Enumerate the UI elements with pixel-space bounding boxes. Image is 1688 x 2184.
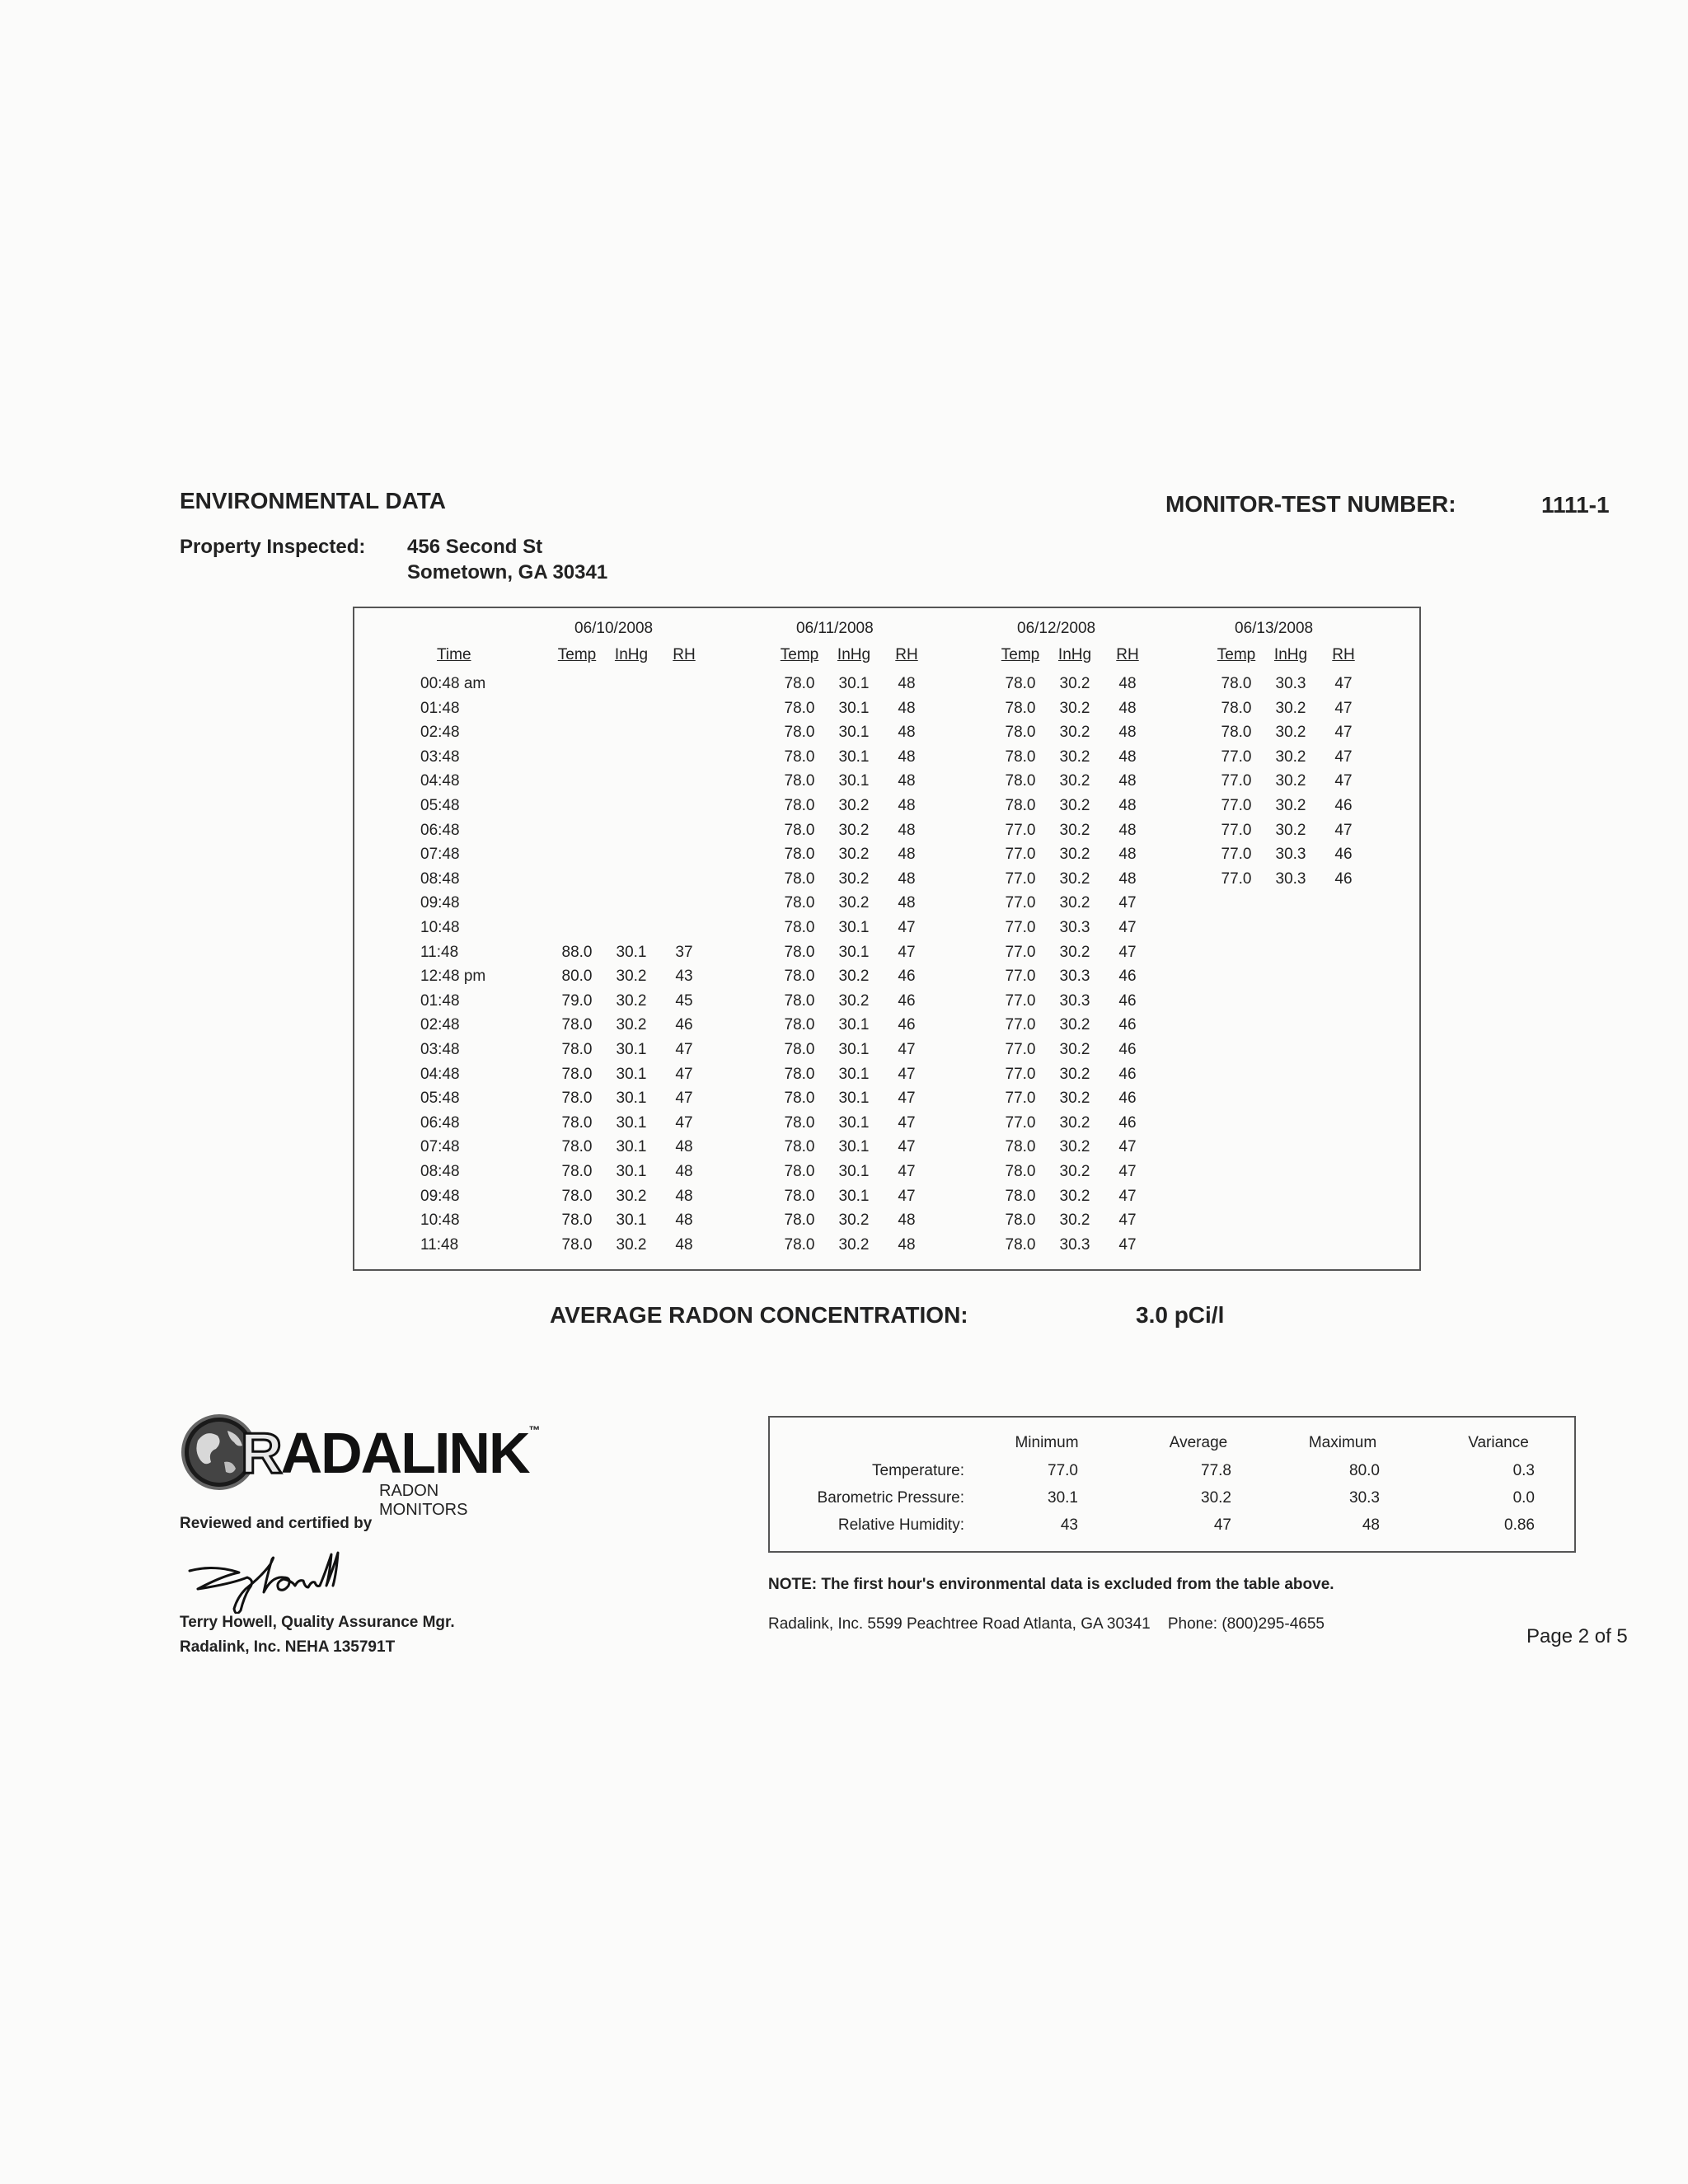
data-cell: 47 [898,1065,916,1083]
data-cell: 77.0 [1005,1090,1036,1108]
data-cell: 47 [1334,772,1353,790]
data-cell: 78.0 [561,1016,593,1034]
data-cell: 78.0 [784,1212,815,1230]
data-cell: 78.0 [784,1041,815,1058]
data-cell: 47 [1334,675,1353,692]
data-cell: 78.0 [561,1235,593,1254]
data-cell: 48 [675,1187,693,1205]
data-cell: 30.3 [1275,675,1306,692]
data-cell: 47 [1118,1138,1137,1156]
data-cell: 78.0 [1005,1138,1036,1156]
data-cell: 78.0 [784,919,815,936]
data-cell: 48 [898,846,916,864]
data-cell: 78.0 [1005,1212,1036,1230]
stats-value: 48 [1362,1516,1380,1534]
stats-row-label: Barometric Pressure: [817,1489,964,1507]
data-cell: 48 [898,772,916,790]
data-cell: 47 [898,1041,916,1058]
data-cell: 30.3 [1059,991,1090,1010]
data-cell: 77.0 [1005,869,1036,888]
data-cell: 77.0 [1005,991,1036,1010]
data-cell: 77.0 [1005,1113,1036,1132]
signature [183,1540,397,1614]
statistics-table [768,1416,1576,1553]
data-cell: 48 [675,1138,693,1156]
data-cell: 47 [1118,943,1137,961]
data-cell: 30.1 [616,1065,647,1083]
data-cell: 77.0 [1221,772,1252,790]
data-cell: 78.0 [1005,675,1036,692]
time-cell: 12:48 pm [420,968,486,986]
data-cell: 47 [1118,1163,1137,1180]
time-cell: 07:48 [420,846,460,864]
data-cell: 30.2 [1059,1065,1090,1083]
data-cell: 30.2 [1059,1187,1090,1205]
data-cell: 78.0 [784,1090,815,1108]
data-cell: 78.0 [561,1090,593,1108]
data-cell: 30.2 [1059,748,1090,766]
data-cell: 47 [1118,894,1137,912]
data-cell: 30.2 [838,869,870,888]
data-cell: 30.2 [1059,1163,1090,1180]
data-cell: 30.1 [838,1090,870,1108]
data-cell: 30.2 [616,1016,647,1034]
time-cell: 05:48 [420,797,460,814]
column-header: Temp [1001,646,1040,663]
data-cell: 48 [675,1163,693,1180]
time-cell: 06:48 [420,821,460,839]
data-cell: 30.2 [1059,1138,1090,1156]
data-cell: 77.0 [1005,968,1036,986]
data-cell: 48 [898,675,916,692]
column-header: Temp [1217,646,1256,663]
time-cell: 11:48 [420,1235,459,1254]
time-cell: 01:48 [420,991,460,1010]
data-cell: 43 [675,968,693,986]
time-cell: 00:48 am [420,675,486,692]
data-cell: 77.0 [1005,1065,1036,1083]
data-cell: 30.1 [838,919,870,936]
time-cell: 07:48 [420,1138,460,1156]
data-cell: 30.2 [1059,1016,1090,1034]
address-line1: 456 Second St [407,536,543,558]
data-cell: 47 [898,919,916,936]
data-cell: 78.0 [784,797,815,814]
data-cell: 78.0 [561,1187,593,1205]
time-cell: 08:48 [420,869,460,888]
data-cell: 48 [898,1212,916,1230]
stats-header: Average [1169,1434,1228,1451]
data-cell: 47 [1334,724,1353,742]
data-cell: 30.2 [616,1235,647,1254]
data-cell: 30.1 [838,1138,870,1156]
data-cell: 30.2 [1059,1212,1090,1230]
reviewed-label: Reviewed and certified by [180,1515,373,1532]
data-cell: 30.1 [838,1163,870,1180]
data-cell: 78.0 [1005,772,1036,790]
logo-subtitle: RADON MONITORS [379,1482,468,1519]
data-cell: 78.0 [1005,1187,1036,1205]
data-cell: 30.2 [838,797,870,814]
data-cell: 46 [1118,1041,1137,1058]
data-cell: 30.2 [1059,846,1090,864]
data-cell: 30.2 [1059,772,1090,790]
data-cell: 77.0 [1005,919,1036,936]
column-header: RH [1116,646,1139,663]
data-cell: 30.2 [838,1212,870,1230]
data-cell: 30.3 [1059,919,1090,936]
data-cell: 30.1 [838,1041,870,1058]
data-cell: 46 [675,1016,693,1034]
stats-value: 47 [1213,1516,1231,1534]
data-cell: 78.0 [784,699,815,717]
data-cell: 48 [898,821,916,839]
data-cell: 30.2 [838,1235,870,1254]
data-cell: 46 [898,968,916,986]
stats-value: 43 [1060,1516,1078,1534]
data-cell: 47 [898,1163,916,1180]
data-cell: 47 [898,1113,916,1132]
data-cell: 46 [1118,991,1137,1010]
data-cell: 30.3 [1275,846,1306,864]
data-cell: 46 [898,1016,916,1034]
data-cell: 78.0 [784,821,815,839]
time-cell: 08:48 [420,1163,460,1180]
date-header: 06/10/2008 [574,620,654,637]
data-cell: 30.2 [1059,1090,1090,1108]
logo-wordmark: RADALINK™ [241,1421,541,1485]
time-cell: 09:48 [420,894,460,912]
radon-label: AVERAGE RADON CONCENTRATION: [550,1302,968,1328]
stats-value: 0.0 [1512,1489,1535,1507]
data-cell: 30.1 [838,943,870,961]
data-cell: 30.2 [1059,821,1090,839]
certifier-company: Radalink, Inc. NEHA 135791T [180,1638,396,1656]
data-cell: 30.2 [838,894,870,912]
data-cell: 78.0 [1005,699,1036,717]
data-cell: 30.1 [616,1090,647,1108]
data-cell: 88.0 [561,943,593,961]
data-cell: 78.0 [784,943,815,961]
data-cell: 78.0 [784,1163,815,1180]
data-cell: 30.1 [616,1041,647,1058]
data-cell: 48 [898,724,916,742]
column-header: Temp [780,646,819,663]
page-title: ENVIRONMENTAL DATA [180,488,447,513]
data-cell: 47 [675,1113,693,1132]
data-cell: 48 [898,748,916,766]
column-header: InHg [614,646,649,663]
date-header: 06/12/2008 [1017,620,1096,637]
time-cell: 02:48 [420,724,460,742]
data-cell: 30.3 [1275,869,1306,888]
data-cell: 30.2 [1059,699,1090,717]
address-line2: Sometown, GA 30341 [407,561,608,583]
stats-value: 30.1 [1048,1489,1078,1507]
time-cell: 05:48 [420,1090,460,1108]
time-cell: 03:48 [420,1041,460,1058]
data-cell: 78.0 [784,748,815,766]
data-cell: 30.1 [838,724,870,742]
data-cell: 78.0 [1221,699,1252,717]
note-text: NOTE: The first hour's environmental data is excluded from the table above. [768,1576,1334,1593]
data-cell: 46 [898,991,916,1010]
data-cell: 46 [1118,1113,1137,1132]
data-cell: 78.0 [784,846,815,864]
data-cell: 30.2 [616,968,647,986]
data-cell: 30.2 [1059,1113,1090,1132]
data-cell: 30.2 [838,968,870,986]
data-cell: 47 [1118,919,1137,936]
time-cell: 04:48 [420,772,460,790]
data-cell: 30.1 [838,748,870,766]
data-cell: 77.0 [1005,894,1036,912]
time-cell: 09:48 [420,1187,460,1205]
data-cell: 48 [1118,869,1137,888]
monitor-test-label: MONITOR-TEST NUMBER: [1165,491,1456,517]
data-cell: 78.0 [1005,797,1036,814]
data-cell: 48 [898,797,916,814]
data-cell: 77.0 [1005,1016,1036,1034]
data-cell: 47 [1334,821,1353,839]
data-cell: 46 [1334,869,1353,888]
data-cell: 46 [1118,968,1137,986]
time-cell: 04:48 [420,1065,460,1083]
data-cell: 78.0 [784,1113,815,1132]
data-cell: 77.0 [1005,1041,1036,1058]
column-header: InHg [837,646,871,663]
data-cell: 47 [1334,699,1353,717]
data-cell: 77.0 [1005,846,1036,864]
radalink-logo [180,1401,541,1519]
time-cell: 03:48 [420,748,460,766]
data-cell: 30.2 [1059,675,1090,692]
data-cell: 47 [675,1065,693,1083]
data-cell: 46 [1118,1016,1137,1034]
data-cell: 78.0 [1005,748,1036,766]
data-cell: 48 [1118,846,1137,864]
data-cell: 46 [1118,1090,1137,1108]
data-cell: 78.0 [784,1235,815,1254]
stats-value: 0.3 [1512,1462,1535,1479]
data-cell: 30.3 [1059,1235,1090,1254]
data-cell: 78.0 [784,724,815,742]
stats-header: Variance [1468,1434,1529,1451]
data-cell: 30.2 [1275,699,1306,717]
property-label: Property Inspected: [180,536,366,558]
data-cell: 46 [1334,846,1353,864]
data-cell: 30.1 [616,943,647,961]
data-cell: 30.1 [838,699,870,717]
data-cell: 30.2 [1059,724,1090,742]
data-cell: 77.0 [1221,846,1252,864]
data-cell: 47 [898,1138,916,1156]
data-cell: 78.0 [784,1065,815,1083]
data-cell: 78.0 [561,1065,593,1083]
data-cell: 47 [675,1090,693,1108]
data-cell: 78.0 [1005,724,1036,742]
certifier-name: Terry Howell, Quality Assurance Mgr. [180,1614,455,1631]
radon-value: 3.0 pCi/l [1136,1302,1225,1328]
data-cell: 78.0 [784,1138,815,1156]
data-cell: 79.0 [561,991,593,1010]
data-cell: 47 [1334,748,1353,766]
logo-initial: R [241,1421,281,1485]
data-cell: 47 [1118,1235,1137,1254]
data-cell: 30.2 [838,846,870,864]
data-cell: 30.2 [1275,748,1306,766]
stats-value: 0.86 [1504,1516,1535,1534]
data-cell: 48 [1118,699,1137,717]
data-cell: 48 [1118,675,1137,692]
data-cell: 30.1 [838,1187,870,1205]
data-cell: 30.2 [1275,724,1306,742]
data-cell: 30.3 [1059,968,1090,986]
time-cell: 02:48 [420,1016,460,1034]
time-cell: 06:48 [420,1113,460,1132]
environmental-data-table [353,607,1421,1271]
data-cell: 78.0 [1221,724,1252,742]
data-cell: 48 [1118,821,1137,839]
column-header: RH [895,646,918,663]
data-cell: 45 [675,991,693,1010]
data-cell: 48 [898,869,916,888]
data-cell: 30.1 [616,1113,647,1132]
column-header: InHg [1273,646,1308,663]
data-cell: 30.1 [616,1138,647,1156]
data-cell: 77.0 [1221,869,1252,888]
data-cell: 48 [1118,772,1137,790]
data-cell: 48 [675,1235,693,1254]
stats-value: 30.2 [1201,1489,1231,1507]
data-cell: 78.0 [784,772,815,790]
data-cell: 78.0 [561,1113,593,1132]
stats-row-label: Relative Humidity: [837,1516,964,1534]
stats-value: 30.3 [1349,1489,1380,1507]
data-cell: 78.0 [1221,675,1252,692]
data-cell: 48 [898,699,916,717]
data-cell: 30.1 [838,772,870,790]
data-cell: 30.2 [1059,1041,1090,1058]
data-cell: 30.2 [1059,943,1090,961]
data-cell: 77.0 [1221,797,1252,814]
data-cell: 30.2 [616,1187,647,1205]
data-cell: 30.2 [616,991,647,1010]
data-cell: 78.0 [784,991,815,1010]
time-cell: 01:48 [420,699,460,717]
data-cell: 47 [1118,1187,1137,1205]
data-cell: 30.1 [616,1163,647,1180]
data-cell: 77.0 [1221,821,1252,839]
date-header: 06/11/2008 [796,620,874,637]
page-number: Page 2 of 5 [1526,1625,1628,1647]
data-cell: 48 [1118,748,1137,766]
date-header: 06/13/2008 [1235,620,1314,637]
data-cell: 30.2 [1059,869,1090,888]
data-cell: 30.2 [1275,772,1306,790]
data-cell: 78.0 [784,968,815,986]
data-cell: 78.0 [561,1163,593,1180]
column-header: RH [1332,646,1355,663]
data-cell: 30.2 [1275,797,1306,814]
stats-row-label: Temperature: [872,1462,964,1479]
column-header: RH [673,646,696,663]
time-header: Time [437,646,471,663]
column-header: Temp [557,646,597,663]
data-cell: 78.0 [561,1138,593,1156]
data-cell: 30.1 [838,675,870,692]
data-cell: 47 [1118,1212,1137,1230]
data-cell: 46 [1118,1065,1137,1083]
contact-info: Radalink, Inc. 5599 Peachtree Road Atlanta, GA 30341 Phone: (800)295-4655 [768,1615,1325,1633]
data-cell: 77.0 [1221,748,1252,766]
data-cell: 30.1 [616,1212,647,1230]
data-cell: 47 [898,943,916,961]
data-cell: 47 [675,1041,693,1058]
data-cell: 78.0 [561,1041,593,1058]
data-cell: 30.1 [838,1016,870,1034]
data-cell: 78.0 [784,869,815,888]
data-cell: 48 [1118,724,1137,742]
data-cell: 30.2 [1059,797,1090,814]
stats-header: Minimum [1015,1434,1079,1451]
data-cell: 48 [1118,797,1137,814]
data-cell: 78.0 [784,894,815,912]
data-cell: 77.0 [1005,821,1036,839]
data-cell: 30.2 [838,991,870,1010]
stats-value: 80.0 [1349,1462,1380,1479]
time-cell: 11:48 [420,943,459,961]
data-cell: 48 [898,1235,916,1254]
data-cell: 30.2 [1059,894,1090,912]
data-cell: 80.0 [561,968,593,986]
monitor-test-number: 1111-1 [1541,492,1610,518]
time-cell: 10:48 [420,919,460,936]
data-cell: 78.0 [561,1212,593,1230]
stats-value: 77.8 [1201,1462,1231,1479]
data-cell: 37 [675,943,693,961]
data-cell: 78.0 [1005,1163,1036,1180]
data-cell: 30.2 [1275,821,1306,839]
data-cell: 77.0 [1005,943,1036,961]
data-cell: 48 [898,894,916,912]
data-cell: 78.0 [784,675,815,692]
data-cell: 78.0 [784,1187,815,1205]
column-header: InHg [1057,646,1092,663]
data-cell: 30.1 [838,1065,870,1083]
data-cell: 46 [1334,797,1353,814]
data-cell: 30.1 [838,1113,870,1132]
data-cell: 78.0 [784,1016,815,1034]
stats-value: 77.0 [1048,1462,1078,1479]
data-cell: 30.2 [838,821,870,839]
data-cell: 78.0 [1005,1235,1036,1254]
data-cell: 47 [898,1187,916,1205]
data-cell: 47 [898,1090,916,1108]
data-cell: 48 [675,1212,693,1230]
stats-header: Maximum [1308,1434,1377,1451]
time-cell: 10:48 [420,1212,460,1230]
